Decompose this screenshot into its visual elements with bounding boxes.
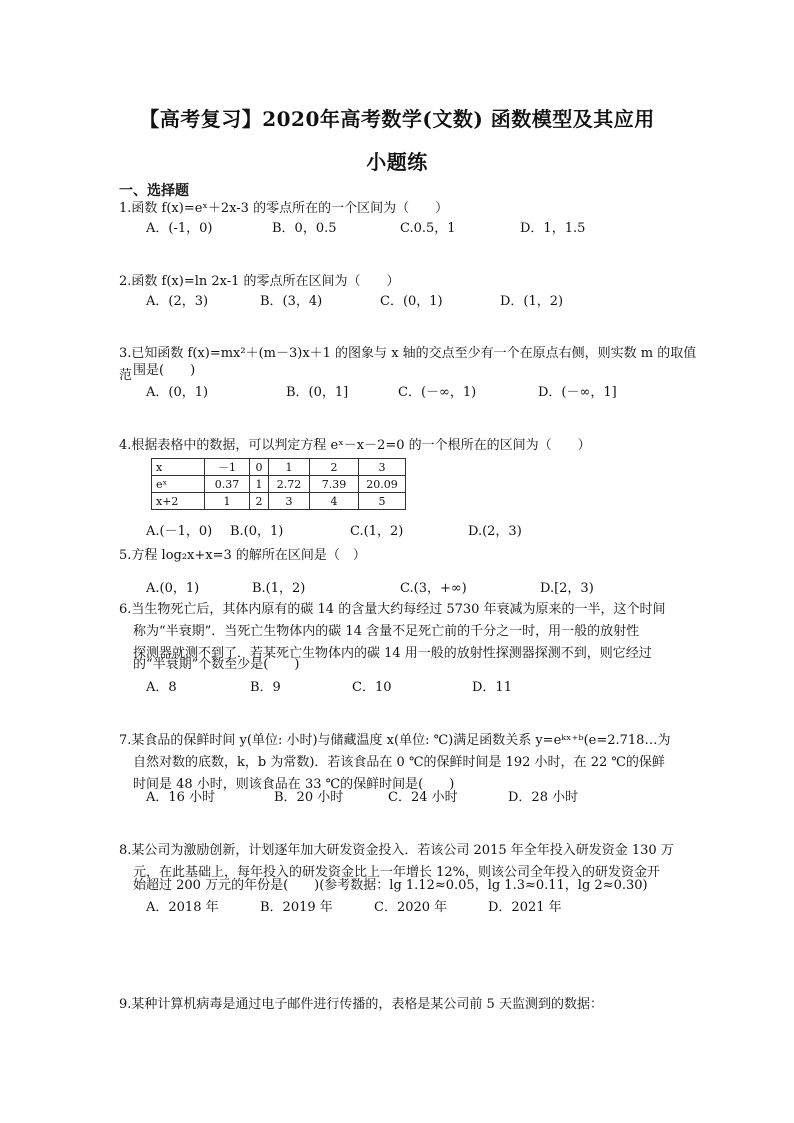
question-3-line-1: 3.已知函数 f(x)=mx²＋(m－3)x＋1 的图象与 x 轴的交点至少有一个在原点右侧，则实数 m 的取值范 — [119, 346, 697, 383]
question-7-line-3: 时间是 48 小时，则该食品在 33 ℃的保鲜时间是( ) — [133, 777, 455, 792]
question-7-line-2: 自然对数的底数，k，b 为常数)．若该食品在 0 ℃的保鲜时间是 192 小时，在 22 ℃的保鲜 — [133, 755, 665, 770]
document-subtitle: 小题练 — [366, 150, 428, 174]
table-cell: 0.37 — [205, 476, 250, 493]
option-d: D．(－∞，1] — [538, 385, 617, 400]
table-cell: 4 — [310, 493, 359, 510]
option-c: C.0.5，1 — [400, 221, 456, 236]
question-8-options — [146, 896, 706, 916]
option-b: B．(0，1] — [286, 385, 349, 400]
option-a: A．(2，3) — [146, 294, 209, 309]
option-a: A．8 — [146, 680, 177, 695]
option-b: B．9 — [250, 680, 281, 695]
option-d: D．1，1.5 — [520, 221, 586, 236]
question-6-line-3: 探测器就测不到了．若某死亡生物体内的碳 14 用一般的放射性探测器探测不到，则它经过 — [133, 646, 652, 661]
table-row — [152, 476, 406, 493]
option-c: C.(1，2) — [350, 524, 404, 539]
question-8-line-2: 元，在此基础上，每年投入的研发资金比上一年增长 12%，则该公司全年投入的研发资金开 — [133, 865, 661, 880]
option-b: B．2019 年 — [260, 900, 333, 915]
option-a: A．(-1，0) — [146, 221, 213, 236]
option-d: D.(2，3) — [468, 524, 522, 539]
question-4-options — [146, 520, 706, 540]
question-3-options — [146, 381, 706, 401]
table-cell: 3 — [359, 459, 406, 476]
question-7-line-1: 7.某食品的保鲜时间 y(单位: 小时)与储藏温度 x(单位: ℃)满足函数关系 y=eᵏˣ⁺ᵇ(e=2.718…为 — [119, 733, 671, 748]
table-cell: 2.72 — [269, 476, 310, 493]
option-c: C．2020 年 — [374, 900, 448, 915]
table-row — [152, 459, 406, 476]
option-c: C．(－∞，1) — [398, 385, 477, 400]
table-cell: 5 — [359, 493, 406, 510]
option-d: D．28 小时 — [508, 790, 579, 805]
question-2-text: 2.函数 f(x)=ln 2x-1 的零点所在区间为（ ） — [119, 274, 400, 289]
table-cell: x+2 — [152, 493, 205, 510]
option-d: D．(1，2) — [500, 294, 564, 309]
option-a: A．(0，1) — [146, 385, 209, 400]
option-d: D.[2，3) — [540, 581, 594, 596]
question-5-text: 5.方程 log₂x+x=3 的解所在区间是（ ） — [119, 548, 366, 563]
option-b: B．20 小时 — [274, 790, 344, 805]
option-c: C．10 — [352, 680, 392, 695]
data-table — [151, 458, 406, 510]
option-b: B.(0，1) — [230, 524, 284, 539]
question-6-options — [146, 676, 706, 696]
table-cell: 7.39 — [310, 476, 359, 493]
question-6-line-2: 称为“半衰期”．当死亡生物体内的碳 14 含量不足死亡前的千分之一时，用一般的放射性 — [133, 624, 640, 639]
table-cell: 1 — [269, 459, 310, 476]
question-8-line-3: 始超过 200 万元的年份是( )(参考数据：lg 1.12≈0.05，lg 1.3≈0.11，lg 2≈0.30) — [133, 878, 648, 893]
table-cell: 1 — [205, 493, 250, 510]
table-cell: 2 — [250, 493, 269, 510]
option-c: C．24 小时 — [388, 790, 458, 805]
option-d: D．11 — [472, 680, 512, 695]
table-cell: eˣ — [152, 476, 205, 493]
table-cell: 0 — [250, 459, 269, 476]
question-7-options — [146, 786, 706, 806]
option-b: B.(1，2) — [252, 581, 306, 596]
table-cell: 1 — [250, 476, 269, 493]
question-3-line-2: 围是( ) — [133, 363, 196, 378]
option-c: C．(0，1) — [380, 294, 443, 309]
table-cell: －1 — [205, 459, 250, 476]
question-5-options — [146, 577, 706, 597]
table-cell: 20.09 — [359, 476, 406, 493]
option-b: B．(3，4) — [260, 294, 323, 309]
document-title: 【高考复习】2020年高考数学(文数) 函数模型及其应用 — [139, 107, 655, 131]
section-heading: 一、选择题 — [119, 183, 189, 199]
question-8-line-1: 8.某公司为激励创新，计划逐年加大研发资金投入．若该公司 2015 年全年投入研发资金 130 万 — [119, 843, 674, 858]
option-c: C.(3，+∞) — [400, 581, 467, 596]
table-row — [152, 493, 406, 510]
question-9-text: 9.某种计算机病毒是通过电子邮件进行传播的，表格是某公司前 5 天监测到的数据： — [119, 997, 603, 1012]
table-cell: 3 — [269, 493, 310, 510]
question-4-text: 4.根据表格中的数据，可以判定方程 eˣ－x－2=0 的一个根所在的区间为（ ） — [119, 438, 591, 453]
table-cell: x — [152, 459, 205, 476]
question-1-text: 1.函数 f(x)=eˣ＋2x-3 的零点所在的一个区间为（ ） — [119, 201, 449, 216]
table-cell: 2 — [310, 459, 359, 476]
question-6-line-4-text: 的“半衰期”个数至少是( ) — [133, 657, 300, 672]
option-a: A．2018 年 — [146, 900, 219, 915]
option-d: D．2021 年 — [488, 900, 562, 915]
question-6-line-1: 6.当生物死亡后，其体内原有的碳 14 的含量大约每经过 5730 年衰减为原来的一半，这个时间 — [119, 602, 666, 617]
question-1-options — [146, 217, 706, 237]
option-a: A.(0，1) — [146, 581, 200, 596]
option-a: A.(－1，0) — [146, 524, 213, 539]
option-b: B．0，0.5 — [272, 221, 337, 236]
option-a: A．16 小时 — [146, 790, 216, 805]
question-2-options — [146, 290, 706, 310]
